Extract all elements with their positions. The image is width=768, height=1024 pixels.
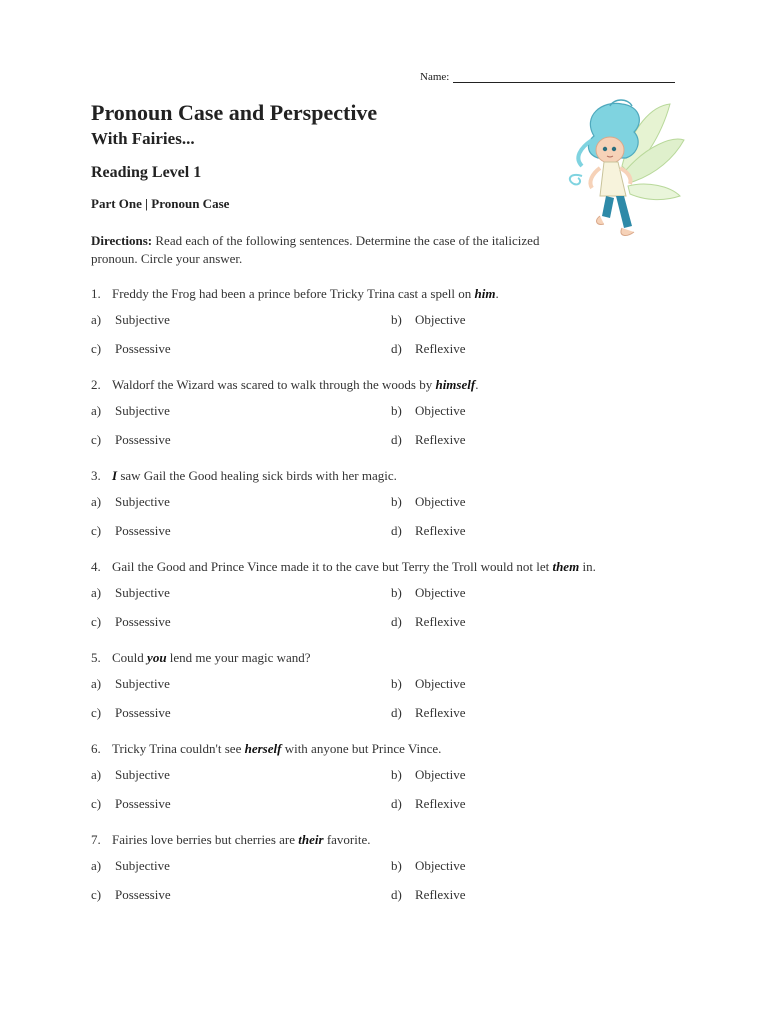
option-c[interactable]: c) Possessive: [91, 614, 171, 629]
question-text: 5. Could you lend me your magic wand?: [91, 650, 311, 665]
question-text: 6. Tricky Trina couldn't see herself with anyone but Prince Vince.: [91, 741, 442, 756]
option-d[interactable]: d) Reflexive: [391, 705, 466, 720]
option-a[interactable]: a) Subjective: [91, 676, 170, 691]
directions-text: Read each of the following sentences. Determine the case of the italicized pronoun. Circle your answer.: [91, 233, 540, 266]
option-c[interactable]: c) Possessive: [91, 796, 171, 811]
option-d[interactable]: d) Reflexive: [391, 523, 466, 538]
option-b[interactable]: b) Objective: [391, 767, 466, 782]
part-heading: Part One | Pronoun Case: [91, 196, 230, 211]
italic-pronoun: their: [298, 832, 324, 847]
directions: [91, 232, 541, 268]
option-c[interactable]: c) Possessive: [91, 341, 171, 356]
italic-pronoun: herself: [244, 741, 282, 756]
option-d[interactable]: d) Reflexive: [391, 887, 466, 902]
question-text: 3. I saw Gail the Good healing sick birds with her magic.: [91, 468, 397, 483]
option-b[interactable]: b) Objective: [391, 494, 466, 509]
worksheet-title: Pronoun Case and Perspective: [91, 100, 378, 125]
question-text: 4. Gail the Good and Prince Vince made it to the cave but Terry the Troll would not let them in.: [91, 559, 596, 574]
option-b[interactable]: b) Objective: [391, 585, 466, 600]
question-text: 2. Waldorf the Wizard was scared to walk through the woods by himself.: [91, 377, 479, 392]
option-d[interactable]: d) Reflexive: [391, 796, 466, 811]
name-field[interactable]: [420, 70, 675, 83]
fairy-icon: [552, 96, 687, 246]
option-a[interactable]: a) Subjective: [91, 312, 170, 327]
question-text: 1. Freddy the Frog had been a prince before Tricky Trina cast a spell on him.: [91, 286, 499, 301]
reading-level: Reading Level 1: [91, 164, 202, 181]
option-b[interactable]: b) Objective: [391, 676, 466, 691]
option-a[interactable]: a) Subjective: [91, 585, 170, 600]
option-b[interactable]: b) Objective: [391, 403, 466, 418]
option-c[interactable]: c) Possessive: [91, 887, 171, 902]
italic-pronoun: himself: [435, 377, 476, 392]
option-a[interactable]: a) Subjective: [91, 858, 170, 873]
option-a[interactable]: a) Subjective: [91, 767, 170, 782]
option-d[interactable]: d) Reflexive: [391, 614, 466, 629]
option-c[interactable]: c) Possessive: [91, 523, 171, 538]
name-label: Name:: [420, 71, 450, 83]
italic-pronoun: them: [552, 559, 580, 574]
name-blank-line[interactable]: [453, 70, 675, 83]
option-a[interactable]: a) Subjective: [91, 403, 170, 418]
option-b[interactable]: b) Objective: [391, 312, 466, 327]
question-text: 7. Fairies love berries but cherries are their favorite.: [91, 832, 371, 847]
option-c[interactable]: c) Possessive: [91, 432, 171, 447]
directions-label: Directions:: [91, 233, 153, 248]
italic-pronoun: I: [112, 468, 118, 483]
option-b[interactable]: b) Objective: [391, 858, 466, 873]
italic-pronoun: you: [147, 650, 167, 665]
italic-pronoun: him: [474, 286, 496, 301]
worksheet-subtitle: With Fairies...: [91, 129, 195, 148]
option-c[interactable]: c) Possessive: [91, 705, 171, 720]
option-a[interactable]: a) Subjective: [91, 494, 170, 509]
option-d[interactable]: d) Reflexive: [391, 341, 466, 356]
option-d[interactable]: d) Reflexive: [391, 432, 466, 447]
